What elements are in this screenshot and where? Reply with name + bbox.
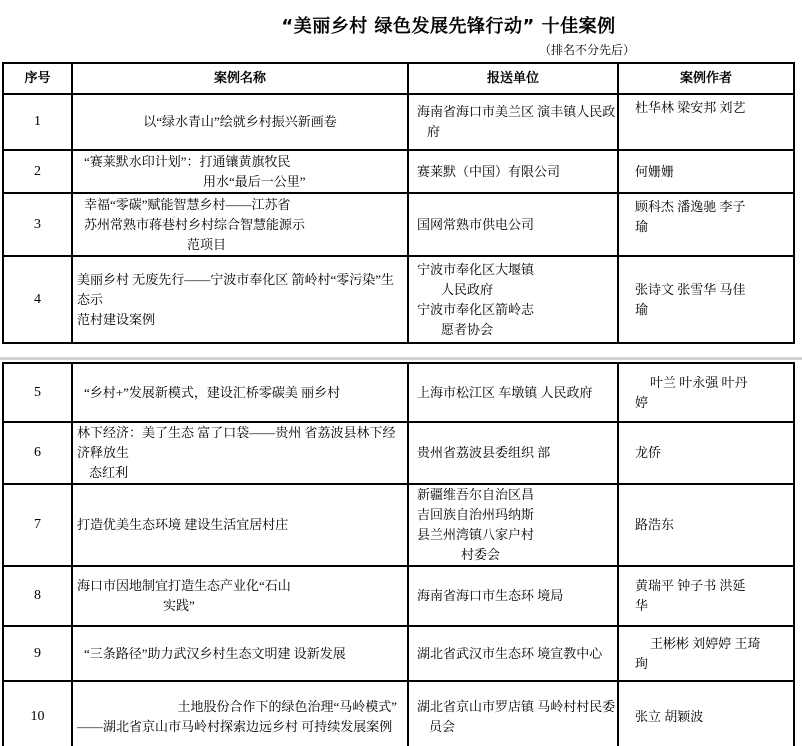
unit-line: 愿者协会 — [441, 321, 494, 337]
author-line: 顾科杰 潘逸驰 李子 — [635, 199, 746, 214]
row-number-cell: 5 — [3, 363, 72, 422]
author-cell — [618, 94, 794, 150]
table-row — [3, 363, 794, 422]
unit-cell — [408, 193, 618, 256]
row-number-cell: 9 — [3, 626, 72, 681]
table-row — [3, 626, 794, 681]
case-name-line: 海口市因地制宜打造生态产业化“石山 — [77, 578, 291, 593]
unit-line: 县兰州湾镇八家户村 — [417, 527, 535, 542]
case-name-line: 林下经济：美了生态 富了口袋——贵州 省荔波县林下经济释放生 — [77, 425, 396, 460]
author-line: 杜华林 梁安邦 刘艺 — [635, 100, 746, 115]
unit-line: 吉回族自治州玛纳斯 — [417, 507, 535, 522]
table-row — [3, 484, 794, 566]
row-number-cell: 2 — [3, 150, 72, 193]
author-line: 张立 胡颖波 — [635, 709, 704, 724]
case-name-cell — [72, 566, 408, 626]
author-line: 瑜 — [635, 301, 649, 317]
case-name-cell — [72, 681, 408, 746]
column-header-serial: 序号 — [3, 63, 72, 94]
cases-table-part-1 — [2, 62, 795, 344]
case-name-cell — [72, 363, 408, 422]
table-row — [3, 256, 794, 343]
case-name-cell — [72, 193, 408, 256]
author-line: 龙侨 — [635, 445, 662, 460]
row-number-cell: 4 — [3, 256, 72, 343]
case-name-line: “赛莱默水印计划”：打通镶黄旗牧民 — [84, 153, 291, 169]
row-number-cell: 8 — [3, 566, 72, 626]
unit-cell — [408, 566, 618, 626]
case-name-line: 实践” — [163, 598, 195, 613]
row-number-cell: 3 — [3, 193, 72, 256]
author-cell — [618, 681, 794, 746]
unit-line: 宁波市奉化区箭岭志 — [417, 301, 535, 317]
author-cell — [618, 566, 794, 626]
author-line: 叶兰 叶永强 叶丹 — [650, 374, 748, 390]
author-line: 何姗姗 — [635, 163, 675, 179]
author-cell — [618, 422, 794, 484]
unit-line: 员会 — [429, 719, 456, 734]
header-row — [3, 63, 794, 94]
author-line: 王彬彬 刘婷婷 王琦 — [650, 635, 761, 651]
author-cell — [618, 363, 794, 422]
case-name-line: 范项目 — [187, 236, 227, 252]
page-break-band — [0, 357, 802, 360]
unit-line: 海南省海口市美兰区 演丰镇人民政 — [417, 104, 616, 119]
table-row — [3, 681, 794, 746]
case-name-cell — [72, 94, 408, 150]
unit-cell — [408, 422, 618, 484]
author-cell — [618, 626, 794, 681]
author-line: 华 — [635, 598, 649, 613]
column-header-case-name: 案例名称 — [72, 63, 408, 94]
table-row — [3, 193, 794, 256]
page-title: “美丽乡村 绿色发展先锋行动” 十佳案例 — [281, 16, 616, 37]
case-name-cell — [72, 422, 408, 484]
row-number-cell: 10 — [3, 681, 72, 746]
case-name-line: 苏州常熟市蒋巷村乡村综合智慧能源示 — [84, 216, 306, 232]
unit-line: 新疆维吾尔自治区昌 — [417, 487, 535, 502]
unit-cell — [408, 256, 618, 343]
unit-line: 湖北省武汉市生态环 境宣教中心 — [417, 645, 603, 661]
case-name-line: ——湖北省京山市马岭村探索边远乡村 可持续发展案例 — [77, 719, 393, 734]
table-row — [3, 150, 794, 193]
unit-cell — [408, 484, 618, 566]
case-name-line: 幸福“零碳”赋能智慧乡村——江苏省 — [84, 196, 291, 212]
row-number-cell: 1 — [3, 94, 72, 150]
case-name-cell — [72, 626, 408, 681]
case-name-line: 以“绿水青山”绘就乡村振兴新画卷 — [143, 114, 337, 129]
table-row — [3, 94, 794, 150]
unit-line: 村委会 — [461, 547, 501, 562]
case-name-line: 土地股份合作下的绿色治理“马岭模式” — [177, 699, 397, 714]
author-cell — [618, 484, 794, 566]
case-name-cell — [72, 484, 408, 566]
case-name-line: 态红利 — [89, 465, 129, 480]
case-name-line: 范村建设案例 — [77, 311, 156, 327]
unit-cell — [408, 150, 618, 193]
unit-line: 府 — [427, 124, 441, 139]
row-number-cell: 6 — [3, 422, 72, 484]
table-row — [3, 422, 794, 484]
cases-table-part-2 — [2, 362, 795, 746]
table-row — [3, 566, 794, 626]
case-name-line: 美丽乡村 无废先行——宁波市奉化区 箭岭村“零污染”生态示 — [77, 271, 395, 307]
author-cell — [618, 193, 794, 256]
author-cell — [618, 150, 794, 193]
author-line: 瑜 — [635, 219, 649, 234]
page-break-divider — [0, 354, 802, 362]
unit-cell — [408, 626, 618, 681]
unit-line: 贵州省荔波县委组织 部 — [417, 445, 551, 460]
case-name-line: 打造优美生态环境 建设生活宜居村庄 — [77, 517, 289, 532]
case-name-line: “三条路径”助力武汉乡村生态文明建 设新发展 — [84, 645, 346, 661]
unit-cell — [408, 681, 618, 746]
unit-line: 湖北省京山市罗店镇 马岭村村民委 — [417, 699, 616, 714]
author-cell — [618, 256, 794, 343]
column-header-unit: 报送单位 — [408, 63, 618, 94]
author-line: 路浩东 — [635, 517, 675, 532]
author-line: 黄瑞平 钟子书 洪延 — [635, 578, 746, 593]
column-header-author: 案例作者 — [618, 63, 794, 94]
author-line: 婷 — [635, 394, 649, 410]
unit-line: 上海市松江区 车墩镇 人民政府 — [417, 384, 593, 400]
unit-cell — [408, 363, 618, 422]
case-name-cell — [72, 256, 408, 343]
ranking-note: （排名不分先后） — [538, 43, 635, 57]
case-name-line: 用水“最后一公里” — [203, 173, 306, 189]
unit-line: 海南省海口市生态环 境局 — [417, 588, 564, 603]
case-name-cell — [72, 150, 408, 193]
unit-line: 国网常熟市供电公司 — [417, 216, 535, 232]
case-name-line: “乡村+”发展新模式，建设汇桥零碳美 丽乡村 — [84, 384, 341, 400]
row-number-cell: 7 — [3, 484, 72, 566]
unit-line: 人民政府 — [441, 281, 494, 297]
unit-line: 宁波市奉化区大堰镇 — [417, 261, 535, 277]
unit-line: 赛莱默（中国）有限公司 — [417, 163, 561, 179]
author-line: 珣 — [635, 655, 649, 671]
unit-cell — [408, 94, 618, 150]
author-line: 张诗文 张雪华 马佳 — [635, 281, 746, 297]
